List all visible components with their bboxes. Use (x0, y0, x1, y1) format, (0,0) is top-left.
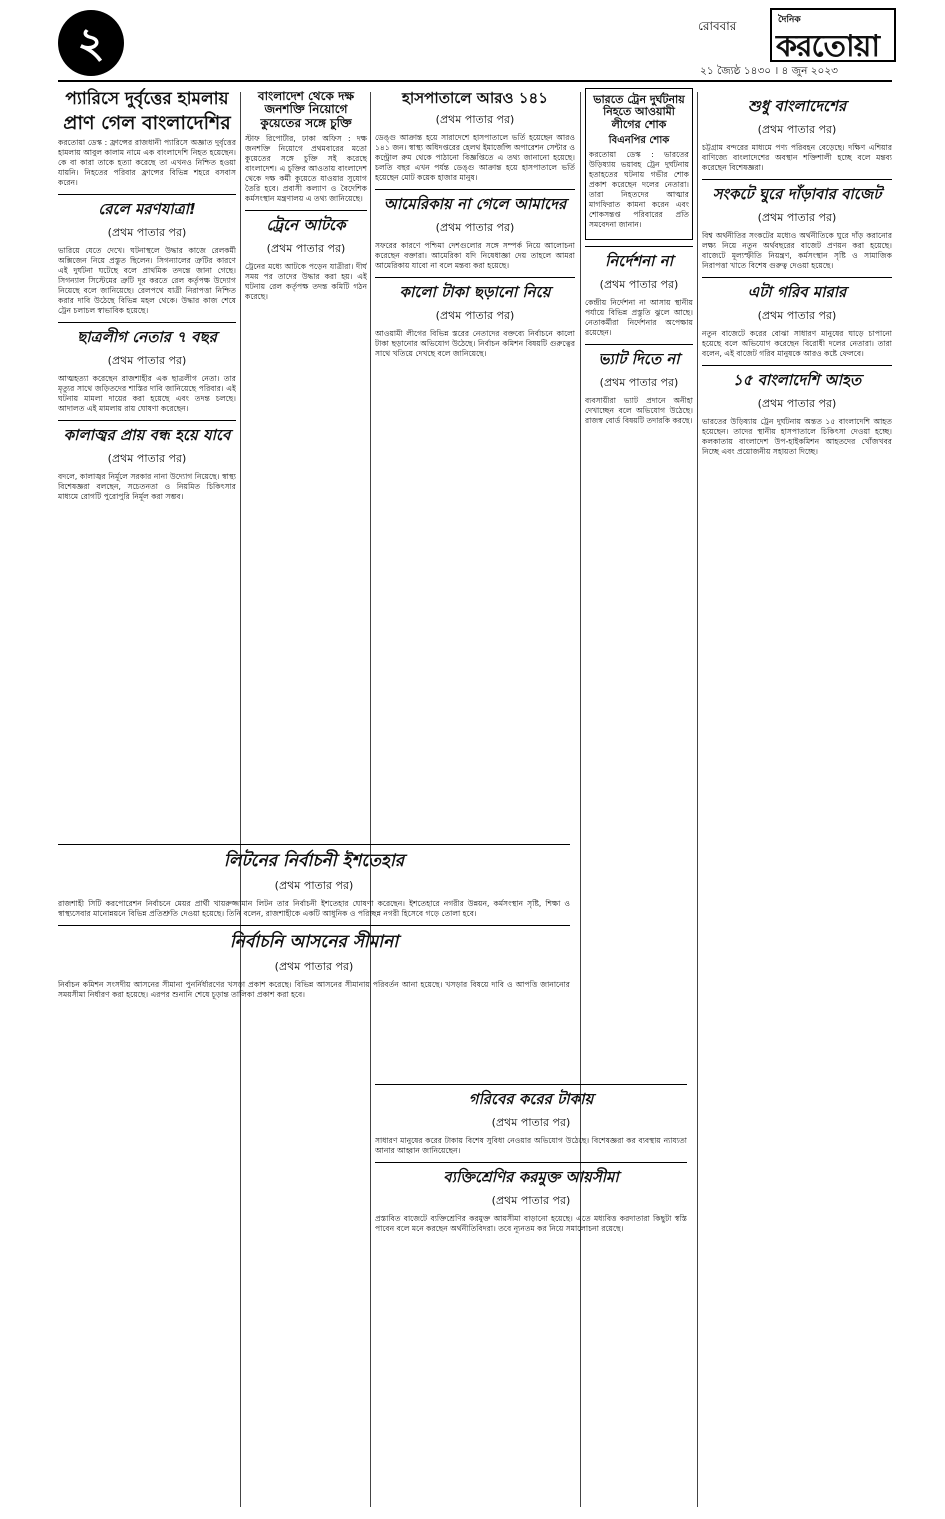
column-5 (702, 88, 892, 1507)
budget-sub: (প্রথম পাতার পর) (757, 211, 837, 224)
weekday: রোববার (698, 19, 737, 33)
column-rule (697, 92, 698, 1507)
litton-body: রাজশাহী সিটি করপোরেশন নির্বাচনে মেয়র প্রার্থী খায়রুজ্জামান লিটন তার নির্বাচনী ইশতেহার ঘোষণা করেছেন। ইশতেহারে নগরীর উন্নয়ন, কর্মসংস্থান সৃষ্টি, শিক্ষা ও স্বাস্থ্যসেবার মানোন্নয়নে বিভিন্ন প্রতিশ্রুতি দেওয়া হয়েছে। তিনি বলেন, রাজশাহীকে একটি আধুনিক ও পরিচ্ছন্ন নগরী হিসেবে গড়ে তোলা হবে। (58, 899, 570, 918)
train-attack-body: ট্রেনের মধ্যে আটকে পড়েন যাত্রীরা। দীর্ঘ সময় পর তাদের উদ্ধার করা হয়। এই ঘটনায় রেল কর্তৃপক্ষ তদন্ত কমিটি গঠন করেছে। (245, 262, 367, 302)
kalaazar-sub: (প্রথম পাতার পর) (107, 452, 187, 466)
train-attack-sub: (প্রথম পাতার পর) (266, 242, 346, 256)
tax-body: সাধারণ মানুষের করের টাকায় বিশেষ সুবিধা নেওয়ার অভিযোগ উঠেছে। বিশেষজ্ঞরা কর ব্যবস্থায় ন্যায্যতা আনার আহ্বান জানিয়েছেন। (375, 1136, 687, 1155)
black-money-sub: (প্রথম পাতার পর) (435, 308, 515, 322)
masthead-rule (58, 80, 892, 82)
poor-sub: (প্রথম পাতার পর) (757, 309, 837, 322)
income-tax-sub: (প্রথম পাতার পর) (491, 1194, 571, 1207)
budget-headline: সংকটে ঘুরে দাঁড়াবার বাজেট (702, 179, 892, 208)
directive-sub: (প্রথম পাতার পর) (599, 278, 679, 292)
india-train-headline: ভারতে ট্রেন দুর্ঘটনায় নিহতে আওয়ামী লীগের শোক (593, 93, 685, 131)
income-tax-body: প্রস্তাবিত বাজেটে ব্যক্তিশ্রেণির করমুক্ত আয়সীমা বাড়ানো হয়েছে। এতে মধ্যবিত্ত করদাতারা কিছুটা স্বস্তি পাবেন বলে মনে করছেন অর্থনীতিবিদরা। তবে ন্যূনতম কর নিয়ে সমালোচনা রয়েছে। (375, 1214, 687, 1233)
rail-headline: রেলে মরণযাত্রা! (58, 194, 236, 223)
injured-body: ভারতের উড়িষ্যায় ট্রেন দুর্ঘটনায় অন্তত ১৫ বাংলাদেশি আহত হয়েছেন। তাদের স্থানীয় হাসপাতালে চিকিৎসা দেওয়া হচ্ছে। কলকাতায় বাংলাদেশ উপ-হাইকমিশন আহতদের খোঁজখবর নিচ্ছে এবং প্রয়োজনীয় সহায়তা দিচ্ছে। (702, 417, 892, 456)
paris-headline-2: প্রাণ গেল বাংলাদেশির (63, 112, 231, 135)
newspaper-logo (770, 8, 896, 62)
hospital-headline: হাসপাতালে আরও ১৪১ (402, 89, 548, 107)
hospital-sub: (প্রথম পাতার পর) (435, 112, 515, 126)
hospital-body: ডেঙ্গু আক্রান্ত হয়ে সারাদেশে হাসপাতালে ভর্তি হয়েছেন আরও ১৪১ জন। স্বাস্থ্য অধিদপ্তরের হেলথ ইমার্জেন্সি অপারেশন সেন্টার ও কন্ট্রোল রুম থেকে পাঠানো বিজ্ঞপ্তিতে এ তথ্য জানানো হয়েছে। চলতি বছর এখন পর্যন্ত ডেঙ্গু আক্রান্ত হয়ে হাসপাতালে ভর্তি হয়েছেন মোট কয়েক হাজার মানুষ। (375, 132, 575, 182)
only-bangladesh-body: চট্টগ্রাম বন্দরের মাধ্যমে পণ্য পরিবহন বেড়েছে। দক্ষিণ এশিয়ার বাণিজ্যে বাংলাদেশের অবস্থান শক্তিশালী হচ্ছে বলে মন্তব্য করেছেন বিশেষজ্ঞরা। (702, 143, 892, 172)
logo-small-text: দৈনিক (778, 15, 801, 25)
vat-sub: (প্রথম পাতার পর) (599, 376, 679, 390)
paris-headline-1: প্যারিসে দুর্বৃত্তের হামলায় (65, 89, 229, 109)
boundary-headline: নির্বাচনি আসনের সীমানা (58, 925, 570, 957)
dateline: ২১ জ্যৈষ্ঠ ১৪৩০ । ৪ জুন ২০২৩ (700, 65, 839, 77)
america-body: সফরের কারণে পশ্চিমা দেশগুলোর সঙ্গে সম্পর্ক নিয়ে আলোচনা করেছেন বক্তারা। আমেরিকা যদি নিষেধাজ্ঞা দেয় তাহলে আমরা আমেরিকায় যাবো না বলে মন্তব্য করা হয়েছে। (375, 240, 575, 270)
rail-sub: (প্রথম পাতার পর) (107, 226, 187, 240)
train-attack-headline: ট্রেনে আটকে (245, 210, 367, 239)
black-money-headline: কালো টাকা ছড়ানো নিয়ে (375, 277, 575, 306)
tax-headline: গরিবের করের টাকায় (375, 1084, 687, 1113)
poor-headline: এটা গরিব মারার (702, 277, 892, 306)
rail-body: ভারিয়ে যেতে দেখে। ঘটনাস্থলে উদ্ধার কাজে রেলকর্মী অক্সিজেন নিয়ে প্রস্তুত ছিলেন। সিগন্যালের ত্রুটির কারণে এই দুর্ঘটনা ঘটেছে বলে প্রাথমিক তদন্তে জানা গেছে। সিগন্যাল সিস্টেমের ত্রুটি দূর করতে রেল কর্তৃপক্ষ উদ্যোগ নিয়েছে বলে জানিয়েছে। রেলপথে যাত্রী নিরাপত্তা নিশ্চিত করার দাবি উঠেছে বিভিন্ন মহল থেকে। উদ্ধার কাজ শেষে ট্রেন চলাচল স্বাভাবিক হয়েছে। (58, 246, 236, 316)
page-number: ২ (58, 10, 124, 76)
only-bangladesh-sub: (প্রথম পাতার পর) (757, 123, 837, 136)
india-train-body: করতোয়া ডেস্ক : ভারতের উড়িষ্যায় ভয়াবহ ট্রেন দুর্ঘটনায় হতাহতের ঘটনায় গভীর শোক প্রকাশ করেছেন দলের নেতারা। তারা নিহতদের আত্মার মাগফিরাত কামনা করেন এবং শোকসন্তপ্ত পরিবারের প্রতি সমবেদনা জানান। (589, 150, 689, 230)
tax-sub: (প্রথম পাতার পর) (491, 1116, 571, 1129)
budget-body: বিশ্ব অর্থনীতির সংকটের মধ্যেও অর্থনীতিকে ঘুরে দাঁড় করানোর লক্ষ্য নিয়ে নতুন অর্থবছরের বাজেট প্রণয়ন করা হয়েছে। বাজেটে মূল্যস্ফীতি নিয়ন্ত্রণ, কর্মসংস্থান সৃষ্টি ও সামাজিক নিরাপত্তা খাতে বিশেষ গুরুত্ব দেওয়া হয়েছে। (702, 231, 892, 270)
only-bangladesh-headline: শুধু বাংলাদেশের (747, 97, 847, 115)
litton-headline: লিটনের নির্বাচনী ইশতেহার (58, 844, 570, 876)
kalaazar-headline: কালাজ্বর প্রায় বন্ধ হয়ে যাবে (58, 420, 236, 449)
student-sub: (প্রথম পাতার পর) (107, 354, 187, 368)
litton-sub: (প্রথম পাতার পর) (274, 879, 354, 892)
america-sub: (প্রথম পাতার পর) (435, 220, 515, 234)
america-headline: আমেরিকায় না গেলে আমাদের (375, 189, 575, 218)
kuwait-body: স্টাফ রিপোর্টার, ঢাকা অফিস : দক্ষ জনশক্তি নিয়োগে প্রথমবারের মতো কুয়েতের সঙ্গে চুক্তি সই করেছে বাংলাদেশ। এ চুক্তির আওতায় বাংলাদেশ থেকে দক্ষ কর্মী কুয়েতে যাওয়ার সুযোগ তৈরি হবে। প্রবাসী কল্যাণ ও বৈদেশিক কর্মসংস্থান মন্ত্রণালয় এ তথ্য জানিয়েছে। (245, 134, 367, 204)
injured-sub: (প্রথম পাতার পর) (757, 397, 837, 410)
injured-headline: ১৫ বাংলাদেশি আহত (702, 365, 892, 394)
student-headline: ছাত্রলীগ নেতার ৭ বছর (58, 322, 236, 351)
logo-text: করতোয়া (776, 29, 880, 64)
student-body: আত্মহত্যা করেছেন রাজশাহীর এক ছাত্রলীগ নেতা। তার মৃত্যুর সাথে জড়িতদের শাস্তির দাবি জানিয়েছে পরিবার। এই ঘটনায় মামলা দায়ের করা হয়েছে এবং তদন্ত চলছে। আদালত এই মামলায় রায় ঘোষণা করেছেন। (58, 374, 236, 414)
directive-body: কেন্দ্রীয় নির্দেশনা না আসায় স্থানীয় পর্যায়ে বিভিন্ন প্রস্তুতি ঝুলে আছে। নেতাকর্মীরা নির্দেশনার অপেক্ষায় রয়েছেন। (585, 298, 693, 338)
directive-headline: নির্দেশনা না (585, 246, 693, 275)
paris-body: করতোয়া ডেস্ক : ফ্রান্সের রাজধানী প্যারিসে অজ্ঞাত দুর্বৃত্তের হামলায় আবুল কালাম নামে এক বাংলাদেশি নিহত হয়েছেন। কে বা কারা তাকে হত্যা করেছে তা এখনও নিশ্চিত হওয়া যায়নি। নিহতের পরিবার ফ্রান্সের বিভিন্ন শহরে বসবাস করেন। (58, 138, 236, 188)
india-train-box (585, 88, 693, 240)
kalaazar-body: বদলে, কালাজ্বর নির্মূলে সরকার নানা উদ্যোগ নিয়েছে। স্বাস্থ্য বিশেষজ্ঞরা বলছেন, সচেতনতা ও নিয়মিত চিকিৎসার মাধ্যমে রোগটি পুরোপুরি নির্মূল করা সম্ভব। (58, 472, 236, 502)
black-money-body: আওয়ামী লীগের বিভিন্ন স্তরের নেতাদের বক্তব্যে নির্বাচনে কালো টাকা ছড়ানোর অভিযোগ উঠেছে। নির্বাচন কমিশন বিষয়টি গুরুত্বের সাথে খতিয়ে দেখছে বলে জানিয়েছে। (375, 328, 575, 358)
income-tax-headline: ব্যক্তিশ্রেণির করমুক্ত আয়সীমা (375, 1162, 687, 1191)
vat-headline: ভ্যাট দিতে না (585, 344, 693, 373)
boundary-body: নির্বাচন কমিশন সংসদীয় আসনের সীমানা পুনর্নির্ধারণের খসড়া প্রকাশ করেছে। বিভিন্ন আসনের সীমানায় পরিবর্তন আনা হয়েছে। খসড়ার বিষয়ে দাবি ও আপত্তি জানানোর সময়সীমা নির্ধারণ করা হয়েছে। এরপর শুনানি শেষে চূড়ান্ত তালিকা প্রকাশ করা হবে। (58, 980, 570, 999)
lower-middle-block (375, 1080, 687, 1507)
boundary-sub: (প্রথম পাতার পর) (274, 960, 354, 973)
india-train-subtitle: বিএনপির শোক (608, 134, 670, 146)
kuwait-headline: বাংলাদেশ থেকে দক্ষ জনশক্তি নিয়োগে কুয়েতের সঙ্গে চুক্তি (257, 89, 355, 130)
vat-body: ব্যবসায়ীরা ভ্যাট প্রদানে অনীহা দেখাচ্ছেন বলে অভিযোগ উঠেছে। রাজস্ব বোর্ড বিষয়টি তদারকি করছে। (585, 396, 693, 426)
poor-body: নতুন বাজেটে করের বোঝা সাধারণ মানুষের ঘাড়ে চাপানো হয়েছে বলে অভিযোগ করেছেন বিরোধী দলের নেতারা। তারা বলেন, এই বাজেট গরিব মানুষকে আরও কষ্টে ফেলবে। (702, 329, 892, 358)
